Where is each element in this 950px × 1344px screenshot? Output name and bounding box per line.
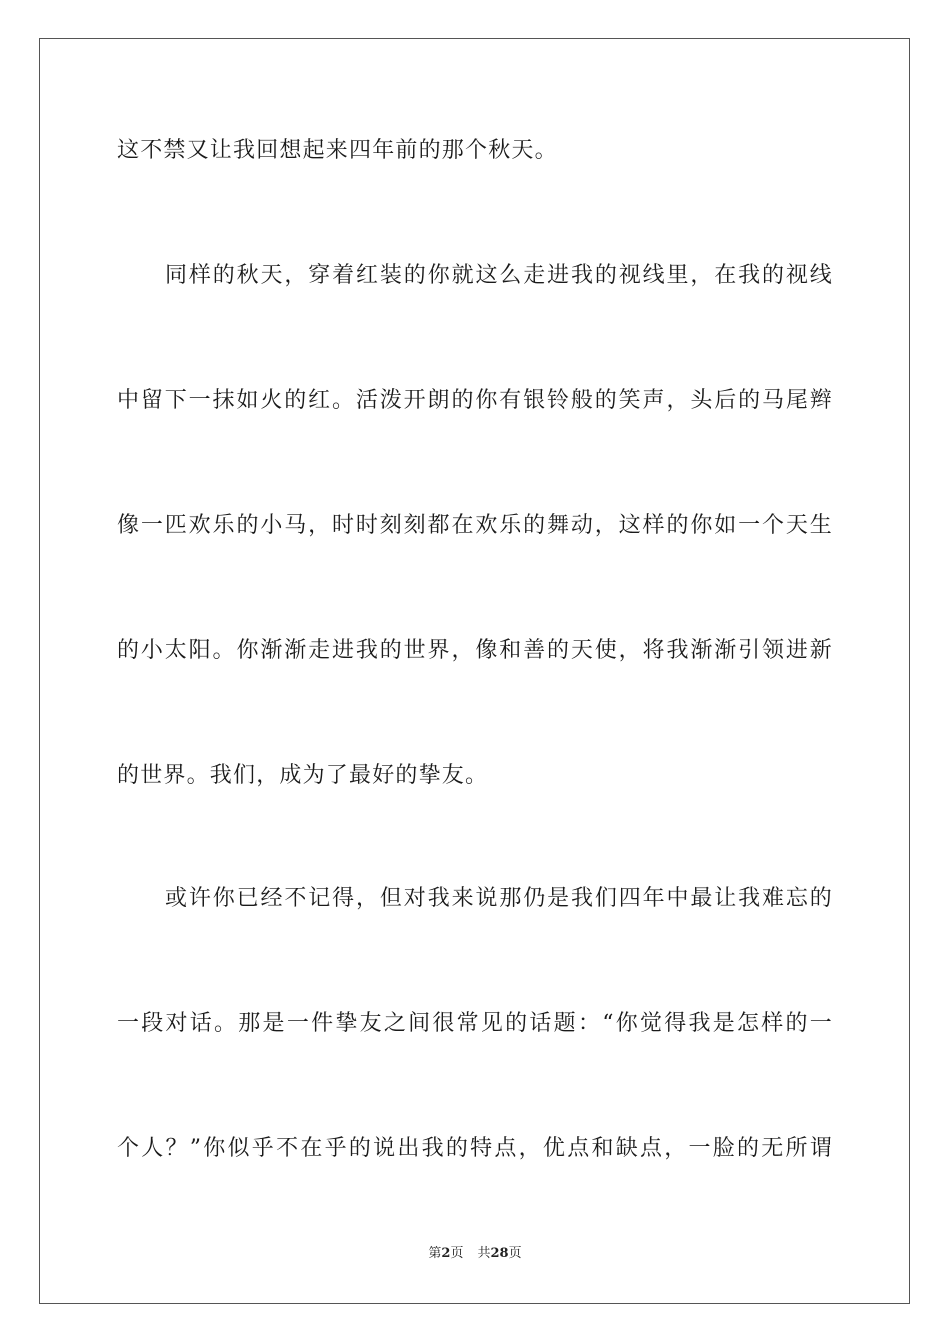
- text-line-2: 同样的秋天，穿着红装的你就这么走进我的视线里，在我的视线: [165, 263, 833, 288]
- page-border: [39, 38, 910, 1304]
- page-footer: [0, 1245, 950, 1263]
- text-line-4: 像一匹欢乐的小马，时时刻刻都在欢乐的舞动，这样的你如一个天生: [117, 513, 833, 538]
- total-suffix: 页: [508, 1246, 522, 1261]
- text-line-1: 这不禁又让我回想起来四年前的那个秋天。: [117, 138, 558, 163]
- text-line-5: 的小太阳。你渐渐走进我的世界，像和善的天使，将我渐渐引领进新: [117, 638, 833, 663]
- text-line-8: 一段对话。那是一件挚友之间很常见的话题：“你觉得我是怎样的一: [117, 1011, 833, 1036]
- page-number: 2: [441, 1246, 451, 1261]
- page-prefix: 第: [428, 1246, 442, 1261]
- text-line-7: 或许你已经不记得，但对我来说那仍是我们四年中最让我难忘的: [165, 886, 833, 911]
- total-pages: 28: [490, 1246, 509, 1261]
- text-line-9: 个人？”你似乎不在乎的说出我的特点，优点和缺点，一脸的无所谓: [117, 1136, 833, 1161]
- total-prefix: 共: [477, 1246, 491, 1261]
- text-line-6: 的世界。我们，成为了最好的挚友。: [117, 763, 489, 788]
- page-suffix: 页: [450, 1246, 464, 1261]
- text-line-3: 中留下一抹如火的红。活泼开朗的你有银铃般的笑声，头后的马尾辫: [117, 388, 833, 413]
